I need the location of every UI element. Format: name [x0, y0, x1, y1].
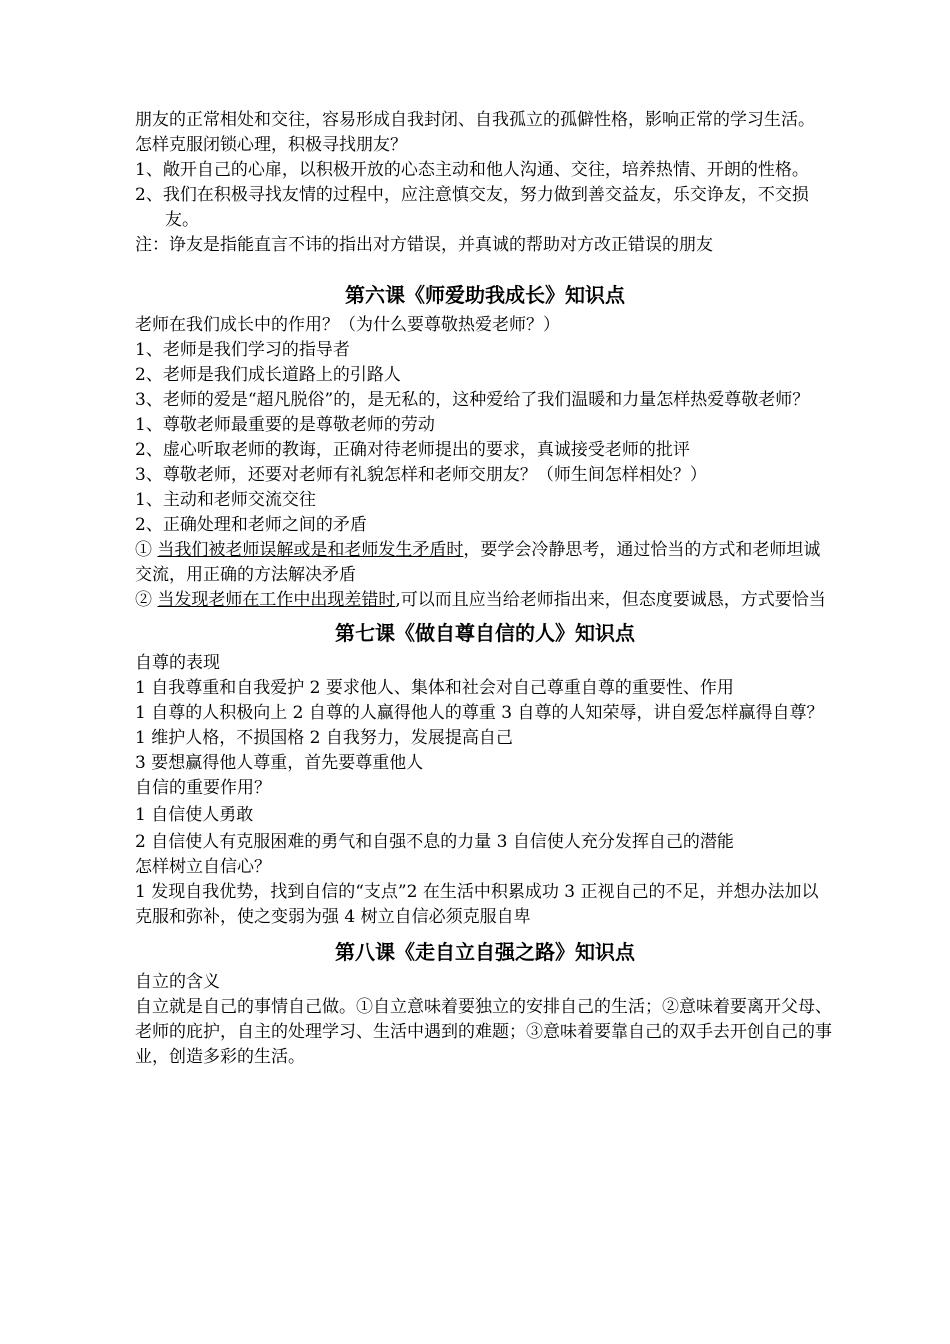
lesson6-b2: 2、虚心听取老师的教诲，正确对待老师提出的要求，真诚接受老师的批评 [135, 440, 690, 460]
lesson6-question: 老师在我们成长中的作用？（为什么要尊敬热爱老师？） [135, 315, 560, 335]
lesson8-l2: 自立就是自己的事情自己做。①自立意味着要独立的安排自己的生活；②意味着要离开父母、老师的庇护，自主的处理学习、生活中遇到的难题；③意味着要靠自己的双手去开创自己的事业，创造多彩的生活。 [135, 997, 832, 1067]
lesson7-l2: 1 自我尊重和自我爱护 2 要求他人、集体和社会对自己尊重自尊的重要性、作用 [135, 678, 734, 698]
lesson8-l1: 自立的含义 [135, 972, 220, 992]
lesson7-title: 第七课《做自尊自信的人》知识点 [335, 621, 635, 645]
lesson6-a2: 2、老师是我们成长道路上的引路人 [135, 365, 401, 385]
lesson6-title: 第六课《师爱助我成长》知识点 [345, 283, 625, 307]
lesson7-l6: 自信的重要作用？ [135, 778, 271, 798]
lesson7-l9: 怎样树立自信心？ [135, 857, 271, 877]
lesson7-l1: 自尊的表现 [135, 653, 220, 673]
lesson6-b3: 3、尊敬老师，还要对老师有礼貌怎样和老师交朋友？（师生间怎样相处？） [135, 465, 707, 485]
lesson7-l3: 1 自尊的人积极向上 2 自尊的人赢得他人的尊重 3 自尊的人知荣辱，讲自爱怎样赢得自尊？ [135, 703, 824, 723]
lesson7-l5: 3 要想赢得他人尊重，首先要尊重他人 [135, 753, 424, 773]
lesson6-d1 [135, 538, 835, 588]
lesson6-d1-rest: ，要学会冷静思考，通过恰当的方式和老师坦诚交流，用正确的方法解决矛盾 [135, 540, 821, 585]
intro-item-2: 2、我们在积极寻找友情的过程中，应注意慎交友，努力做到善交益友，乐交诤友，不交损友。 [135, 185, 809, 230]
intro-note: 注：诤友是指能直言不讳的指出对方错误，并真诚的帮助对方改正错误的朋友 [135, 235, 713, 255]
underlined-phrase-1: 当我们被老师误解或是和老师发生矛盾时 [157, 540, 464, 560]
lesson6-d2 [135, 588, 835, 613]
intro-paragraph: 朋友的正常相处和交往，容易形成自我封闭、自我孤立的孤僻性格，影响正常的学习生活。 [135, 110, 815, 130]
lesson7-l7: 1 自信使人勇敢 [135, 805, 254, 825]
underlined-phrase-2: 当发现老师在工作中出现差错时 [157, 590, 396, 610]
lesson6-a3: 3、老师的爱是“超凡脱俗”的，是无私的，这种爱给了我们温暖和力量怎样热爱尊敬老师？ [135, 390, 810, 410]
lesson7-l8: 2 自信使人有克服困难的勇气和自强不息的力量 3 自信使人充分发挥自己的潜能 [135, 832, 734, 852]
lesson6-c1: 1、主动和老师交流交往 [135, 490, 316, 510]
circled-number-1: ① [135, 540, 158, 560]
circled-number-2: ② [135, 590, 158, 610]
intro-question: 怎样克服闭锁心理，积极寻找朋友？ [135, 135, 407, 155]
lesson8-title: 第八课《走自立自强之路》知识点 [335, 940, 635, 964]
lesson7-l4: 1 维护人格，不损国格 2 自我努力，发展提高自己 [135, 728, 513, 748]
lesson7-l10: 1 发现自我优势，找到自信的“支点”2 在生活中积累成功 3 正视自己的不足，并想办法加以克服和弥补，使之变弱为强 4 树立自信必须克服自卑 [135, 882, 819, 927]
document-page [135, 108, 835, 1070]
lesson6-d2-rest: ,可以而且应当给老师指出来，但态度要诚恳，方式要恰当 [395, 590, 826, 610]
intro-item-1: 1、敞开自己的心扉，以积极开放的心态主动和他人沟通、交往，培养热情、开朗的性格。 [135, 160, 809, 180]
lesson6-b1: 1、尊敬老师最重要的是尊敬老师的劳动 [135, 415, 435, 435]
lesson6-a1: 1、老师是我们学习的指导者 [135, 340, 350, 360]
lesson6-c2: 2、正确处理和老师之间的矛盾 [135, 515, 367, 535]
